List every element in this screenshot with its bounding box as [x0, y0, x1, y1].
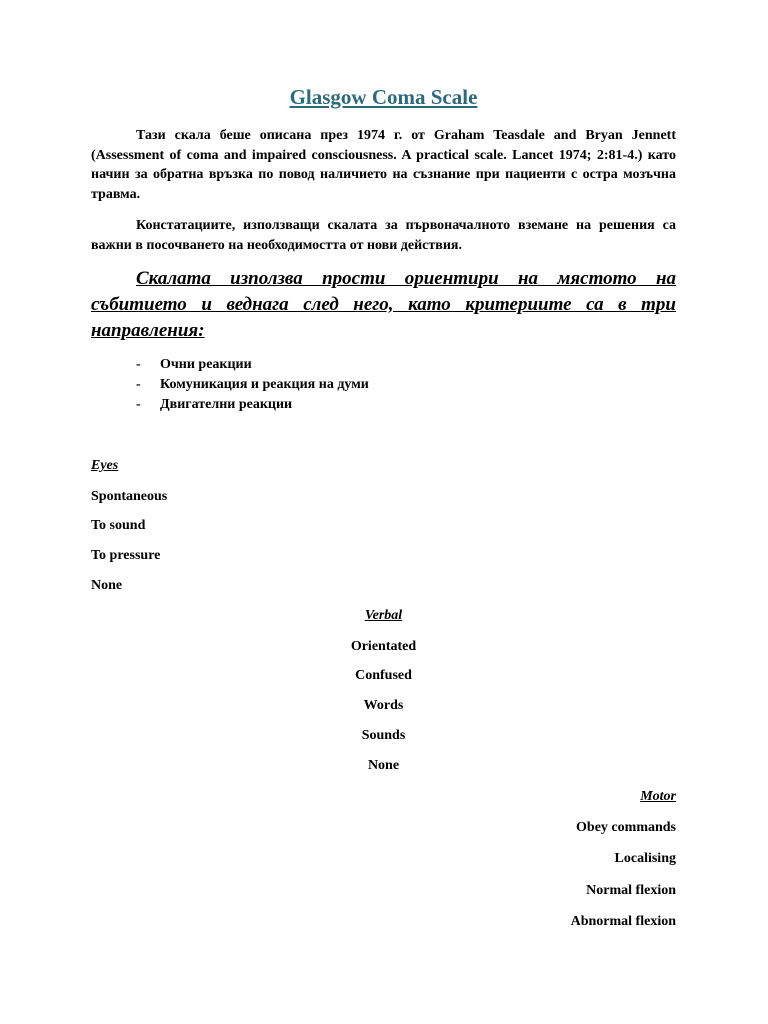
verbal-item: Orientated	[350, 639, 417, 654]
verbal-item: Sounds	[361, 728, 406, 743]
motor-item: Abnormal flexion	[570, 914, 676, 929]
list-item-label: Комуникация и реакция на думи	[160, 377, 369, 392]
intro-paragraph: Тази скала беше описана през 1974 г. от Graham Teasdale and Bryan Jennett (Assessment of coma and impaired consciousness. A practical scale. Lancet 1974; 2:81-4.) като начин за обратна връзка по повод наличието на съзнание при пациенти с остра мозъчна травма.	[91, 128, 676, 202]
list-item	[136, 375, 369, 395]
list-item	[136, 395, 369, 415]
criteria-list	[136, 355, 369, 415]
eyes-item: Spontaneous	[91, 489, 168, 504]
list-item-label: Двигателни реакции	[160, 397, 293, 412]
motor-item: Obey commands	[576, 820, 676, 835]
verbal-heading: Verbal	[364, 608, 403, 623]
eyes-heading: Eyes	[91, 458, 119, 473]
verbal-item: Words	[363, 698, 404, 713]
criteria-emphasis: Скалата използва прости ориентири на мястото на събитието и веднага след него, като критериите са в три направления:	[91, 268, 676, 341]
document-title: Glasgow Coma Scale	[289, 85, 478, 109]
motor-heading: Motor	[640, 789, 676, 804]
bullet-dash: -	[136, 397, 141, 412]
eyes-item: To pressure	[91, 548, 161, 563]
document-page	[91, 0, 676, 1024]
eyes-item: None	[91, 578, 123, 593]
bullet-dash: -	[136, 377, 141, 392]
bullet-dash: -	[136, 357, 141, 372]
list-item	[136, 355, 369, 375]
verbal-item: None	[367, 758, 400, 773]
list-item-label: Очни реакции	[160, 357, 252, 372]
findings-paragraph: Констатациите, използващи скалата за първоначалното вземане на решения са важни в посочването на необходимостта от нови действия.	[91, 218, 676, 253]
eyes-item: To sound	[91, 518, 146, 533]
verbal-item: Confused	[355, 668, 412, 683]
motor-item: Normal flexion	[586, 883, 676, 898]
motor-item: Localising	[614, 851, 676, 866]
